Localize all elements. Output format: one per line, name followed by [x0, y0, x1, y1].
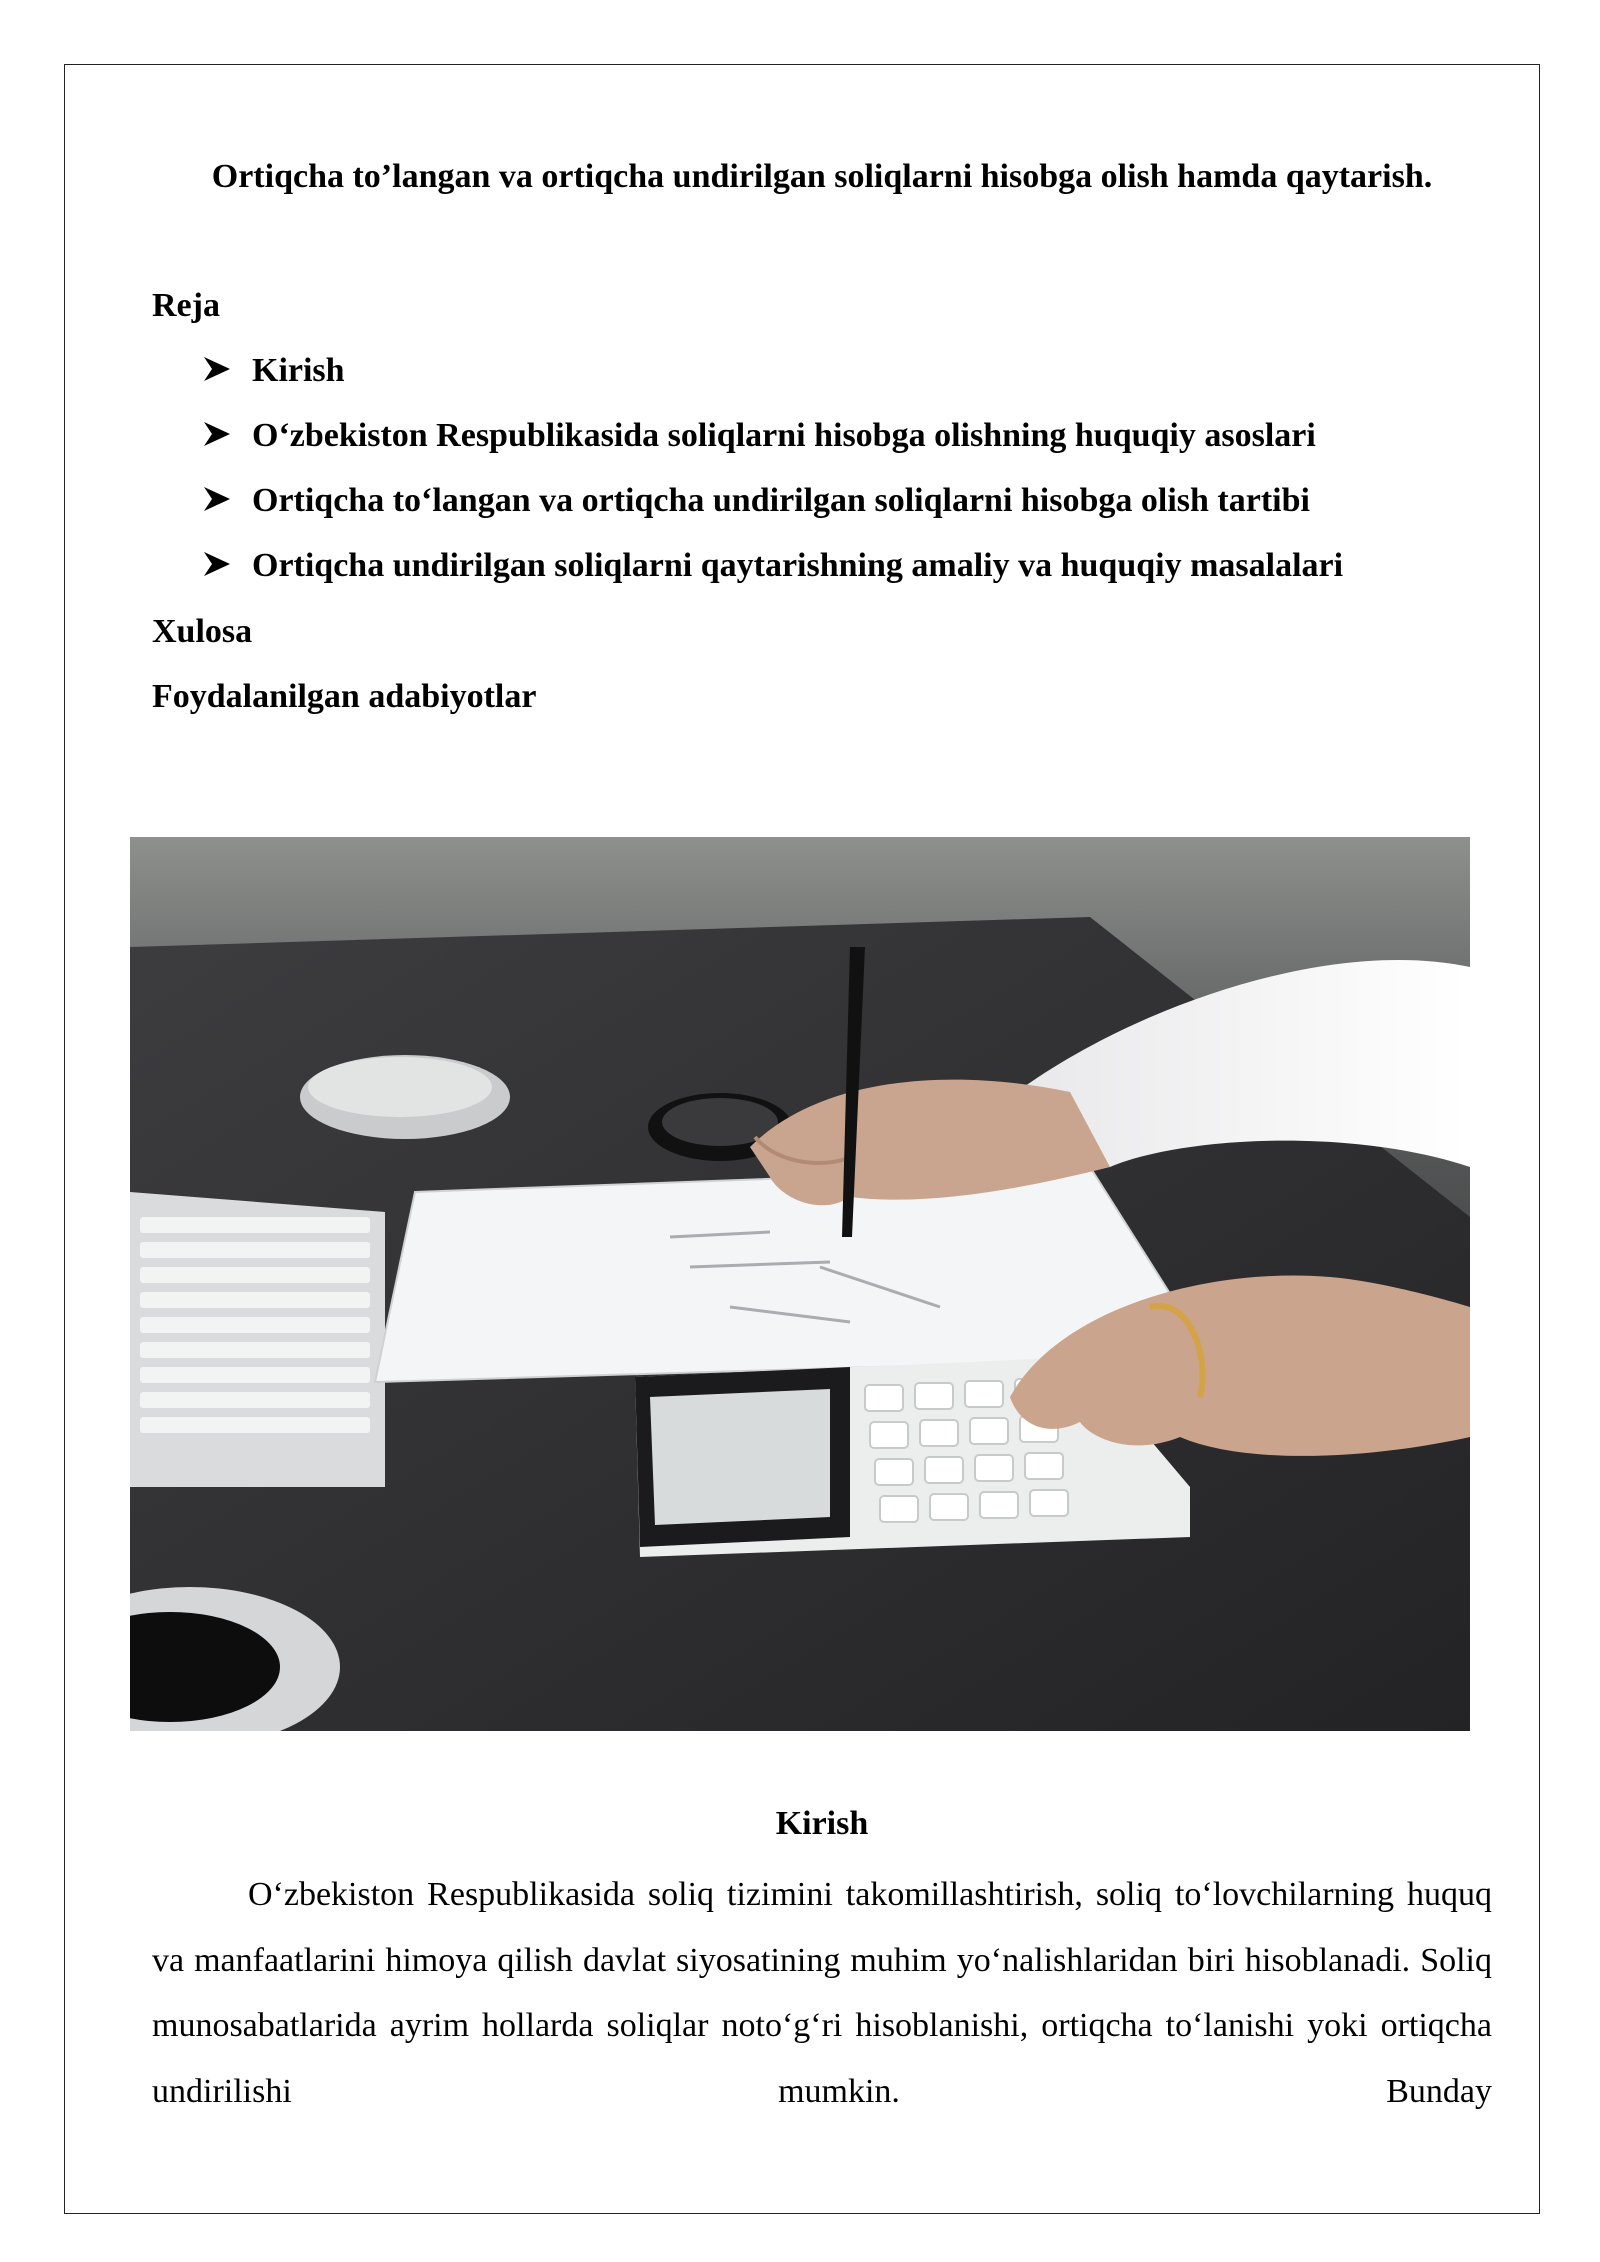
document-title: Ortiqcha to’langan va ortiqcha undirilgan soliqlarni hisobga olish hamda qaytarish.	[211, 158, 1433, 195]
plan-item-label: Ortiqcha to‘langan va ortiqcha undirilgan soliqlarni hisobga olish tartibi	[252, 482, 1310, 519]
conclusion-heading: Xulosa	[152, 613, 253, 650]
plan-item-label: Kirish	[252, 352, 345, 389]
section-heading: Kirish	[775, 1805, 869, 1842]
desk-photo	[130, 837, 1470, 1731]
plan-heading: Reja	[152, 287, 220, 324]
plan-item	[202, 481, 1310, 523]
plan-item-label: Ortiqcha undirilgan soliqlarni qaytarishning amaliy va huquqiy masalalari	[252, 547, 1344, 584]
plan-item	[202, 351, 345, 393]
arrowhead-bullet-icon	[202, 483, 232, 523]
references-heading: Foydalanilgan adabiyotlar	[152, 678, 537, 715]
intro-paragraph: O‘zbekiston Respublikasida soliq tizimini takomillashtirish, soliq to‘lovchilarning huquq va manfaatlarini himoya qilish davlat siyosatining muhim yo‘nalishlaridan biri hisoblanadi. Soliq munosabatlarida ayrim hollarda soliqlar noto‘g‘ri hisoblanishi, ortiqcha to‘lanishi yoki ortiqcha undirilishi mumkin. Bunday	[152, 1876, 1492, 2110]
arrowhead-bullet-icon	[202, 548, 232, 588]
plan-item-label: O‘zbekiston Respublikasida soliqlarni hisobga olishning huquqiy asoslari	[252, 417, 1316, 454]
arrowhead-bullet-icon	[202, 418, 232, 458]
plan-item	[202, 416, 1316, 458]
plan-item	[202, 546, 1343, 588]
arrowhead-bullet-icon	[202, 353, 232, 393]
